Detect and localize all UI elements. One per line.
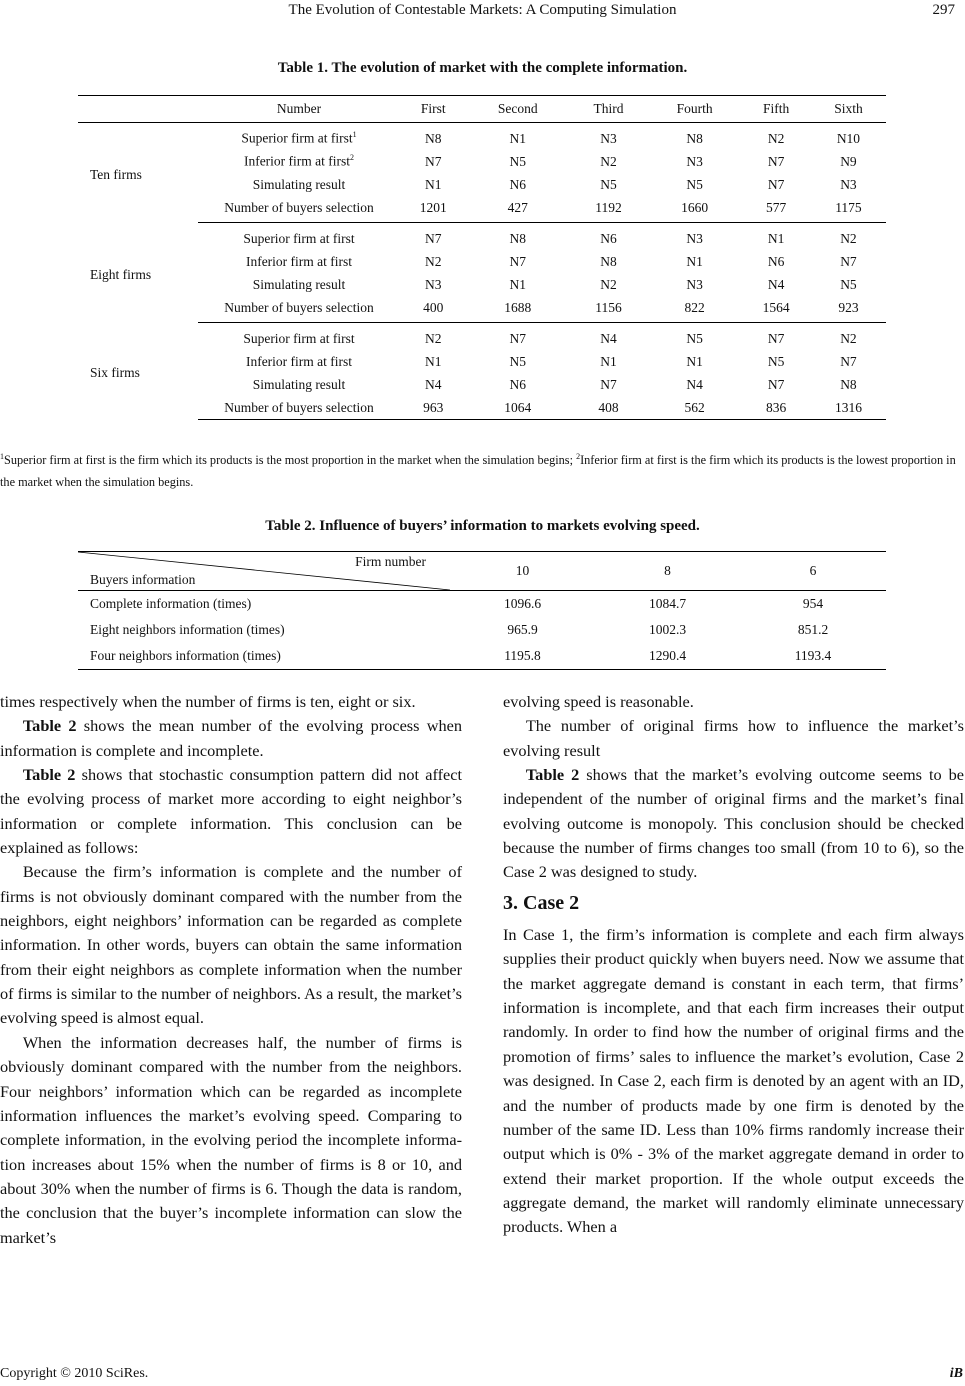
table1-col-header: Number — [198, 96, 400, 123]
table1-cell: N5 — [509, 353, 527, 369]
table1-row — [78, 173, 886, 196]
table1-row-label — [198, 296, 400, 323]
table-reference: Table 2 — [22, 765, 76, 785]
body-paragraph — [0, 690, 462, 714]
table1-cell: N1 — [686, 253, 703, 269]
table1-cell: N4 — [424, 376, 442, 392]
table1-cell: N3 — [424, 276, 442, 292]
table1-row-label — [198, 223, 400, 251]
table1-row — [78, 396, 886, 420]
table1-cell: N1 — [600, 353, 617, 369]
table2-row — [78, 617, 886, 643]
table1-col-header: Sixth — [811, 96, 886, 123]
table1-cell: N8 — [686, 130, 703, 146]
copyright-text: Copyright © 2010 SciRes. — [0, 1366, 149, 1381]
table1-col-header: Second — [466, 96, 569, 123]
table1-cell: N3 — [686, 276, 703, 292]
body-column-right — [503, 690, 964, 1240]
paragraph-text: times respectively when the number of firms is ten, eight or six. — [0, 692, 416, 711]
table1-cell: N7 — [767, 176, 785, 192]
table1-cell: 822 — [648, 296, 742, 323]
running-title: The Evolution of Contestable Markets: A Computing Simulation — [288, 2, 677, 18]
body-paragraph — [503, 714, 964, 763]
table1-cell: N2 — [840, 330, 857, 346]
table1-cell: 1064 — [466, 396, 569, 420]
table1-row-label — [198, 396, 400, 420]
table2-caption: Table 2. Influence of buyers’ information to markets evolving speed. — [265, 518, 700, 534]
table1-cell: 400 — [400, 296, 466, 323]
table1-cell: N2 — [840, 230, 857, 246]
table1-row-label — [198, 250, 400, 273]
table1-cell: 923 — [811, 296, 886, 323]
table1-cell: N7 — [424, 230, 442, 246]
table1-row — [78, 150, 886, 173]
table1-cell: N6 — [509, 176, 527, 192]
body-paragraph — [0, 860, 462, 1030]
table1-cell: 1192 — [569, 196, 648, 223]
corner-firm-number: Firm number — [355, 554, 426, 569]
table1-cell: N3 — [600, 130, 617, 146]
table1-cell: N7 — [767, 153, 785, 169]
table1-cell: N7 — [840, 253, 857, 269]
table2-col-header: 6 — [740, 552, 886, 591]
table1-cell: N10 — [836, 130, 861, 146]
table1-group-label: Eight firms — [90, 266, 152, 282]
table1-cell: N3 — [686, 230, 703, 246]
table1-cell: N5 — [509, 153, 527, 169]
table1-cell: N2 — [600, 153, 617, 169]
paragraph-text: shows that the market’s evolving outcome seems to be independent of the number of original firms and the market’s final evolving outcome is monopoly. This conclusion should be checked because the number of firms changes too small (from 10 to 6), so the Case 2 was designed to study. — [503, 765, 964, 882]
table1-cell: 408 — [569, 396, 648, 420]
table1-cell: 1316 — [811, 396, 886, 420]
table2-row — [78, 591, 886, 618]
table1-cell: N7 — [600, 376, 617, 392]
row-label-text: Inferior firm at first — [243, 153, 351, 169]
table1-cell: N7 — [424, 153, 442, 169]
table1-cell: 1175 — [811, 196, 886, 223]
table1-cell: N5 — [840, 276, 857, 292]
row-label-text: Inferior firm at first — [245, 253, 353, 269]
table1-row-label — [198, 196, 400, 223]
table1-col-header: Fifth — [741, 96, 811, 123]
paragraph-text: The number of original firms how to influence the market’s evolving result — [503, 716, 964, 760]
table1-row-label — [198, 323, 400, 351]
table1-cell: N5 — [686, 330, 703, 346]
row-label-footnote-marker: 2 — [350, 153, 355, 163]
table2-row — [78, 643, 886, 670]
table1-cell: N8 — [424, 130, 442, 146]
table1-cell: N6 — [767, 253, 785, 269]
table-reference: Table 2 — [525, 765, 580, 785]
table1-row — [78, 250, 886, 273]
row-label-text: Simulating result — [252, 376, 346, 392]
table2-cell: 954 — [802, 596, 824, 611]
table1-cell: N8 — [509, 230, 527, 246]
body-paragraph — [0, 763, 462, 860]
row-label-text: Superior firm at first — [241, 130, 353, 146]
body-paragraph — [0, 1031, 462, 1250]
table1-cell: N1 — [686, 353, 703, 369]
table2 — [78, 551, 886, 670]
footnote-text-1: Superior firm at first is the firm which its products is the most proportion in the market when the simulation begins; — [4, 453, 577, 468]
table1-row — [78, 350, 886, 373]
table1-cell: N9 — [840, 153, 857, 169]
table2-col-header: 8 — [595, 552, 740, 591]
table2-corner-cell — [78, 552, 450, 591]
table1-cell: N7 — [840, 353, 857, 369]
row-label-text: Inferior firm at first — [245, 353, 353, 369]
table1-row-label — [198, 373, 400, 396]
table1-cell: N3 — [840, 176, 857, 192]
table2-cell: 1002.3 — [648, 622, 687, 637]
table1-row-label — [198, 350, 400, 373]
table2-cell: 851.2 — [797, 622, 829, 637]
corner-buyers-information: Buyers information — [90, 572, 196, 587]
table1 — [78, 95, 886, 420]
table2-cell: 1096.6 — [503, 596, 542, 611]
table1-cell: 1156 — [569, 296, 648, 323]
row-label-text: Superior firm at first — [243, 330, 355, 346]
table1-cell: 1660 — [648, 196, 742, 223]
body-paragraph — [503, 923, 964, 1239]
table1-footnote — [0, 446, 965, 493]
table2-cell: 1193.4 — [740, 643, 886, 670]
table1-row-label — [198, 150, 400, 173]
footnote-marker-1: 1 — [0, 452, 4, 461]
table1-row — [78, 323, 886, 351]
body-paragraph — [503, 690, 964, 714]
table1-col-header: First — [400, 96, 466, 123]
table1-cell: N1 — [767, 230, 785, 246]
footnote-text-2: Inferior firm at first is the firm which its products is the lowest proportion in the market when the simulation begins. — [0, 453, 956, 490]
table1-cell: N1 — [509, 276, 527, 292]
body-paragraph — [0, 714, 462, 763]
table2-col-header: 10 — [450, 552, 595, 591]
page-number: 297 — [932, 2, 955, 18]
table1-cell: 562 — [648, 396, 742, 420]
table1-cell: N3 — [686, 153, 703, 169]
paragraph-text: Because the firm’s information is complete and the number of firms is not obviously dominant compared with the number from the neighbors, eight neighbors’ information can be regarded as complete information. In other words, buyers can obtain the same information from their eight neighbors as complete information when the number of firms is similar to the number of neighbors. As a result, the market’s evolving speed is almost equal. — [0, 862, 462, 1028]
table1-cell: N6 — [509, 376, 527, 392]
table1-cell: 963 — [400, 396, 466, 420]
table1-row-label — [198, 173, 400, 196]
table2-row-label: Eight neighbors information (times) — [90, 622, 285, 637]
table1-cell: 1201 — [400, 196, 466, 223]
table1-cell: N7 — [767, 330, 785, 346]
row-label-text: Number of buyers selection — [224, 399, 374, 415]
table1-header-row — [78, 96, 886, 123]
paragraph-text: shows that stochastic consumption pattern did not affect the evolving process of market more according to eight neighbor’s information or complete information. This conclusion can be explained as follows: — [0, 765, 462, 858]
table2-cell: 1084.7 — [648, 596, 687, 611]
table1-row — [78, 223, 886, 251]
table1-cell: N2 — [767, 130, 785, 146]
table1-row-label — [198, 123, 400, 151]
right-column-bottom — [503, 923, 964, 1239]
right-column-top — [503, 690, 964, 885]
table1-group-header — [78, 96, 198, 123]
table1-row — [78, 123, 886, 151]
table1-cell: N5 — [767, 353, 785, 369]
table1-row-label — [198, 273, 400, 296]
running-header — [0, 0, 965, 22]
table1-cell: N1 — [424, 176, 442, 192]
table1-row — [78, 296, 886, 323]
table1-group-label: Ten firms — [90, 166, 142, 182]
footnote-marker-2: 2 — [576, 452, 581, 461]
table1-cell: N4 — [686, 376, 703, 392]
table2-row-label: Complete information (times) — [90, 596, 252, 611]
table2-cell: 1195.8 — [450, 643, 595, 670]
paragraph-text: evolving speed is reasonable. — [503, 692, 694, 711]
body-paragraph — [503, 763, 964, 885]
table1-cell: N5 — [686, 176, 703, 192]
table1-cell: 577 — [741, 196, 811, 223]
table1-cell: N2 — [424, 330, 442, 346]
table1-cell: N8 — [840, 376, 857, 392]
table1-cell: N2 — [600, 276, 617, 292]
paragraph-text: shows the mean number of the evolving process when information is complete and incomplete. — [0, 716, 462, 760]
table2-header-row — [78, 552, 886, 591]
table1-row — [78, 373, 886, 396]
row-label-text: Number of buyers selection — [224, 299, 374, 315]
table1-cell: 427 — [466, 196, 569, 223]
table2-cell: 1290.4 — [595, 643, 740, 670]
row-label-footnote-marker: 1 — [352, 130, 357, 140]
row-label-text: Superior firm at first — [243, 230, 355, 246]
body-column-left — [0, 690, 462, 1250]
section-heading: 3. Case 2 — [503, 891, 580, 914]
table1-cell: N7 — [767, 376, 785, 392]
table1-row — [78, 196, 886, 223]
table1-cell: N1 — [424, 353, 442, 369]
row-label-text: Simulating result — [252, 276, 346, 292]
table1-cell: N2 — [424, 253, 442, 269]
table1-col-header: Fourth — [648, 96, 742, 123]
paragraph-text: In Case 1, the firm’s information is complete and each firm always supplies their product quickly when buyers need. Now we assume that the market aggregate demand is constant in each term, that firms’ information is incomplete, and that each firm increases their output randomly. In order to find how the number of original firms and the promotion of firms’ sales to influence the market’s evolution, Case 2 was designed. In Case 2, each firm is denoted by an agent with an ID, and the number of products made by one firm is denoted by the number of the same ID. Less than 10% firms randomly increase their output which is 0% - 3% of the market aggregate demand in order to extend their market proportion. If the whole output exceeds the aggregate demand, the market will randomly eliminate unnecessary products. When a — [503, 925, 964, 1237]
journal-abbreviation: iB — [949, 1366, 963, 1381]
paragraph-text: When the information decreases half, the number of firms is obviously dominant compared with the number from the neighbors. Four neighbors’ information which can be regarded as incomplete information influences the market’s evolving speed. Comparing to complete information, in the evolving period the incomplete information increases about 15% when the number of firms is 8 or 10, and about 30% when the number of firms is 6. Though the data is random, the conclusion that the buyer’s incomplete information can slow the market’s — [0, 1032, 462, 1247]
table1-col-header: Third — [569, 96, 648, 123]
table1-row — [78, 273, 886, 296]
table1-cell: 1564 — [741, 296, 811, 323]
table1-cell: N6 — [600, 230, 617, 246]
table1-group-label: Six firms — [90, 365, 140, 380]
row-label-text: Number of buyers selection — [224, 199, 374, 215]
table1-cell: N4 — [767, 276, 785, 292]
table1-cell: N1 — [509, 130, 527, 146]
table1-cell: N7 — [509, 253, 527, 269]
table1-cell: N8 — [600, 253, 617, 269]
row-label-text: Simulating result — [252, 176, 346, 192]
table-reference: Table 2 — [22, 716, 77, 736]
table2-cell: 965.9 — [507, 622, 538, 637]
table2-row-label: Four neighbors information (times) — [78, 643, 450, 670]
table1-cell: 836 — [741, 396, 811, 420]
table1-cell: N7 — [509, 330, 527, 346]
table1-cell: N4 — [600, 330, 617, 346]
table1-cell: N5 — [600, 176, 617, 192]
table1-cell: 1688 — [466, 296, 569, 323]
table1-caption: Table 1. The evolution of market with the complete information. — [277, 60, 688, 76]
